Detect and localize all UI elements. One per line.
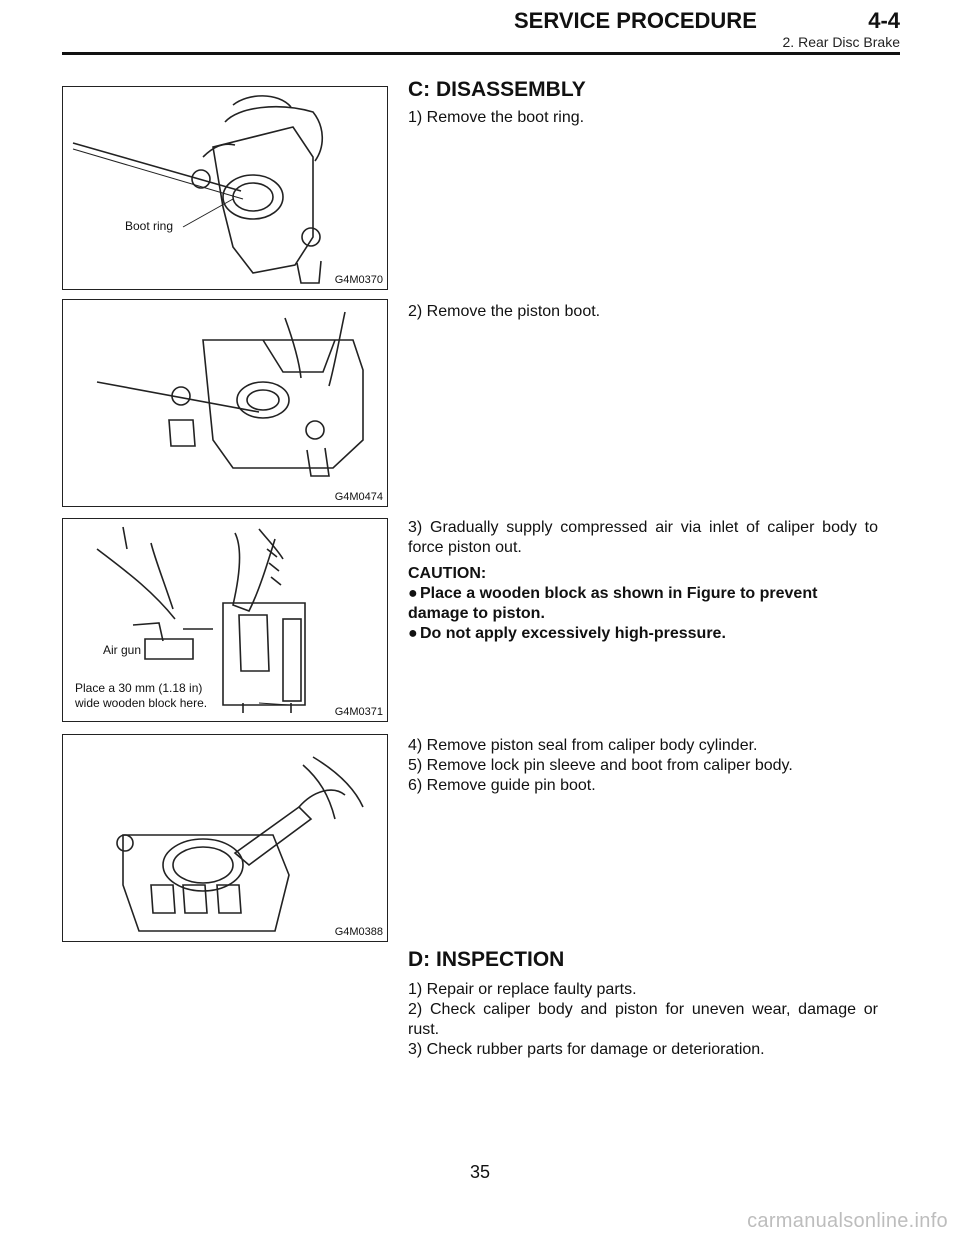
figure-code: G4M0474 <box>334 491 383 503</box>
disassembly-heading: C: DISASSEMBLY <box>408 78 586 101</box>
wooden-block-label-line2: wide wooden block here. <box>75 696 208 710</box>
header-rule <box>62 52 900 55</box>
disassembly-heading-block <box>408 78 878 102</box>
bullet-icon: ● <box>408 585 418 602</box>
boot-ring-label: Boot ring <box>125 219 174 233</box>
bullet-icon: ● <box>408 625 418 642</box>
boot-ring-illustration <box>63 87 387 289</box>
figure-code: G4M0370 <box>334 274 383 286</box>
inspection-step-1: 1) Repair or replace faulty parts. <box>408 981 637 998</box>
piston-seal-illustration <box>63 735 387 941</box>
disassembly-step-2: 2) Remove the piston boot. <box>408 303 601 320</box>
figure-piston-seal <box>62 734 388 942</box>
section-number: 4-4 <box>868 8 900 33</box>
inspection-step-2: 2) Check caliper body and piston for uneven wear, damage or rust. <box>408 1001 878 1038</box>
steps-4-6 <box>408 736 878 796</box>
disassembly-step-3: 3) Gradually supply compressed air via inlet of caliper body to force piston out. <box>408 519 878 556</box>
section-name: SERVICE PROCEDURE <box>514 8 757 33</box>
caution-bullet-text: Do not apply excessively high-pressure. <box>420 625 726 642</box>
inspection-block <box>408 948 878 1060</box>
page-number: 35 <box>469 1162 491 1182</box>
figure-code: G4M0371 <box>334 706 383 718</box>
wooden-block-label-line1: Place a 30 mm (1.18 in) <box>75 681 203 695</box>
step-2 <box>408 302 878 322</box>
figure-air-gun <box>62 518 388 722</box>
disassembly-step-1: 1) Remove the boot ring. <box>408 109 585 126</box>
caution-bullet-text: Place a wooden block as shown in Figure to prevent damage to piston. <box>408 585 818 622</box>
caution-bullet <box>408 584 878 624</box>
step-1 <box>408 108 878 128</box>
figure-boot-ring <box>62 86 388 290</box>
inspection-heading: D: INSPECTION <box>408 948 565 971</box>
air-gun-label: Air gun <box>103 643 142 657</box>
disassembly-step-5: 5) Remove lock pin sleeve and boot from caliper body. <box>408 757 793 774</box>
section-subtitle: 2. Rear Disc Brake <box>782 34 900 50</box>
watermark: carmanualsonline.info <box>747 1210 948 1232</box>
inspection-step-3: 3) Check rubber parts for damage or deterioration. <box>408 1041 765 1058</box>
disassembly-step-4: 4) Remove piston seal from caliper body cylinder. <box>408 737 758 754</box>
piston-boot-illustration <box>63 300 387 506</box>
step-3-block <box>408 518 878 644</box>
disassembly-step-6: 6) Remove guide pin boot. <box>408 777 596 794</box>
figure-code: G4M0388 <box>334 926 383 938</box>
figure-piston-boot <box>62 299 388 507</box>
caution-title: CAUTION: <box>408 565 487 582</box>
caution-bullet <box>408 624 878 644</box>
